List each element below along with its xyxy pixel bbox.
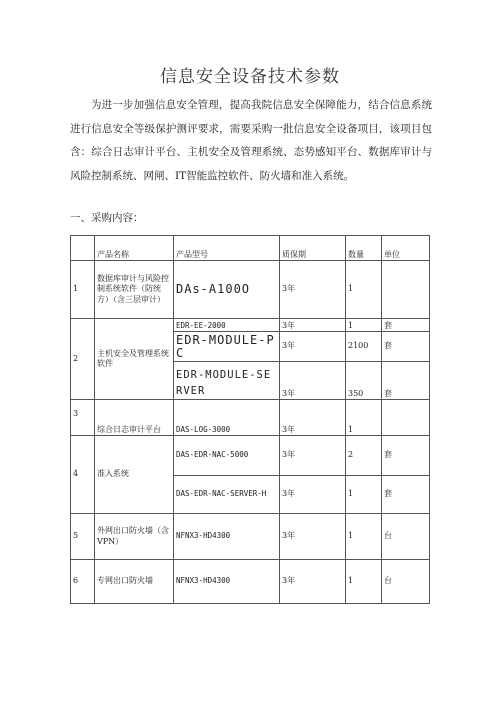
row-warranty: 3年 [280,362,346,400]
header-model: 产品型号 [174,236,280,261]
row-unit: 台 [382,514,430,560]
row-model: EDR-MODULE-SERVER [174,362,280,400]
row-no: 2 [71,319,95,400]
row-qty: 1 [346,400,382,436]
row-qty: 1 [346,514,382,560]
row-qty: 1 [346,560,382,604]
header-warranty: 质保期 [280,236,346,261]
row-warranty: 3年 [280,560,346,604]
row-model: DAS-EDR-NAC-5000 [174,436,280,476]
row-name: 准入系统 [95,436,174,514]
table-header-row [71,236,430,261]
row-no: 6 [71,560,95,604]
row-model: NFNX3-HD4300 [174,560,280,604]
row-qty: 1 [346,476,382,514]
header-unit: 单位 [382,236,430,261]
table-row [71,560,430,604]
table-row [71,261,430,319]
row-qty: 350 [346,362,382,400]
row-qty: 1 [346,261,382,319]
row-name: 外网出口防火墙（含VPN） [95,514,174,560]
row-unit: 套 [382,362,430,400]
row-model: NFNX3-HD4300 [174,514,280,560]
row-unit: 套 [382,436,430,476]
page-title: 信息安全设备技术参数 [160,67,340,87]
procurement-table [70,235,430,604]
row-unit: 套 [382,476,430,514]
header-name: 产品名称 [95,236,174,261]
table-row [71,319,430,332]
row-unit [382,400,430,436]
row-model: DAS-LOG-3000 [174,400,280,436]
row-qty: 2100 [346,332,382,362]
header-qty: 数量 [346,236,382,261]
row-qty: 2 [346,436,382,476]
section-heading: 一、采购内容： [70,212,144,224]
row-unit: 套 [382,332,430,362]
row-model: DAS-EDR-NAC-SERVER-H [174,476,280,514]
table-row [71,436,430,476]
intro-paragraph: 为进一步加强信息安全管理，提高我院信息安全保障能力，结合信息系统进行信息安全等级保护测评要求，需要采购一批信息安全设备项目，该项目包含：综合日志审计平台、主机安全及管理系统、态势感知平台、数据库审计与风险控制系统、网闸、IT智能监控软件、防火墙和准入系统。 [70,99,432,182]
row-warranty: 3年 [280,261,346,319]
row-warranty: 3年 [280,319,346,332]
row-warranty: 3年 [280,332,346,362]
row-no: 1 [71,261,95,319]
row-warranty: 3年 [280,476,346,514]
table-row [71,514,430,560]
row-unit: 台 [382,560,430,604]
row-no: 4 [71,436,95,514]
row-unit [382,261,430,319]
header-no [71,236,95,261]
row-name: 数据库审计与风险控制系统软件（防统方）（含三层审计） [95,261,174,319]
row-no: 5 [71,514,95,560]
row-no: 3 [71,400,95,436]
row-model: EDR-EE-2000 [174,319,280,332]
row-model: EDR-MODULE-PC [174,332,280,362]
row-warranty: 3年 [280,436,346,476]
row-warranty: 3年 [280,514,346,560]
row-model: DAs-A100O [174,261,280,319]
row-name: 专网出口防火墙 [95,560,174,604]
row-name: 综合日志审计平台 [95,400,174,436]
row-warranty: 3年 [280,400,346,436]
row-name: 主机安全及管理系统软件 [95,319,174,400]
table-row [71,400,430,436]
row-qty: 1 [346,319,382,332]
row-unit: 套 [382,319,430,332]
